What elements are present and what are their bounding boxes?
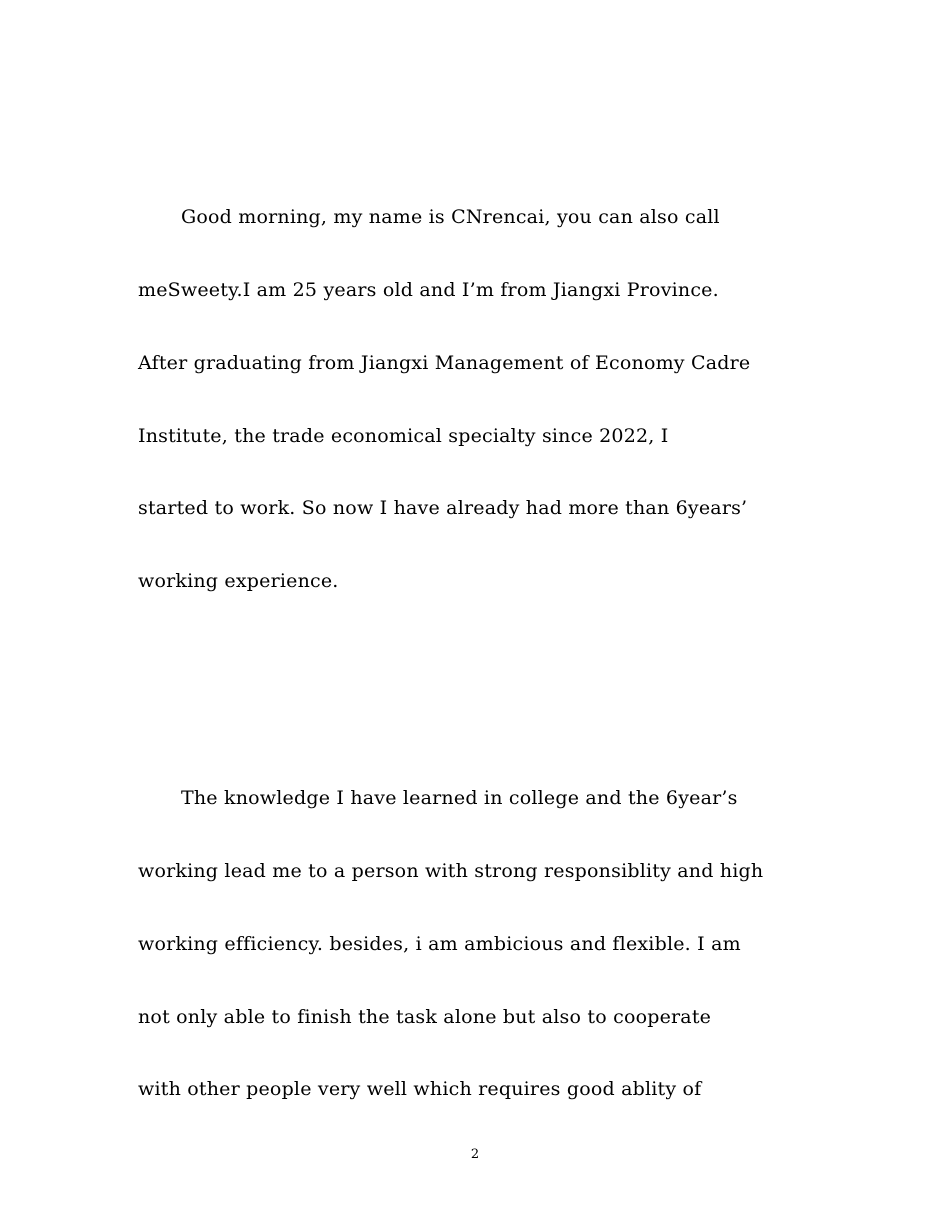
paragraph-1-line-2: meSweety.I am 25 years old and I’m from Jiangxi Province. [138,279,719,301]
paragraph-2-line-5: with other people very well which requires good ablity of [138,1078,702,1100]
paragraph-1-line-3: After graduating from Jiangxi Management of Economy Cadre [138,352,751,374]
paragraph-1-line-4: Institute, the trade economical specialty since 2022, I [138,425,669,447]
paragraph-2-line-4: not only able to finish the task alone but also to cooperate [138,1006,712,1028]
page-number: 2 [470,1147,480,1162]
paragraph-1-line-6: working experience. [138,570,339,592]
paragraph-2-line-1: The knowledge I have learned in college and the 6year’s [181,787,738,809]
paragraph-2-line-3: working efficiency. besides, i am ambicious and flexible. I am [138,933,741,955]
paragraph-1-line-5: started to work. So now I have already had more than 6years’ [138,497,748,519]
paragraph-2-line-2: working lead me to a person with strong responsiblity and high [138,860,764,882]
paragraph-1-line-1: Good morning, my name is CNrencai, you can also call [181,206,720,228]
